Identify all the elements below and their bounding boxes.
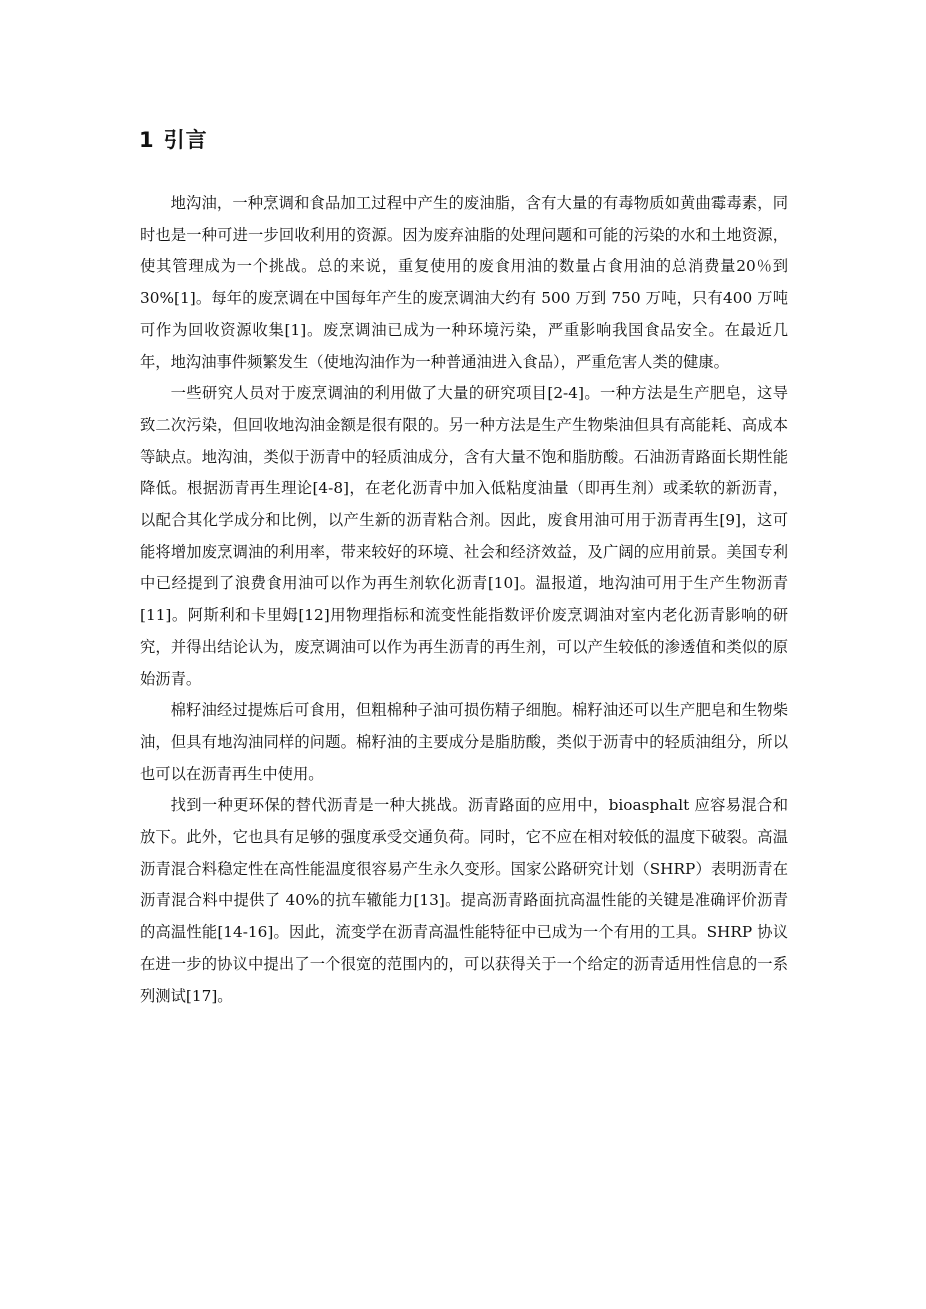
section-heading — [139, 124, 208, 154]
section-number: 1 — [139, 128, 155, 152]
paragraph-research-review: 一些研究人员对于废烹调油的利用做了大量的研究项目[2-4]。一种方法是生产肥皂，这导致二次污染，但回收地沟油金额是很有限的。另一种方法是生产生物柴油但具有高能耗、高成本等缺点。地沟油，类似于沥青中的轻质油成分，含有大量不饱和脂肪酸。石油沥青路面长期性能降低。根据沥青再生理论[4-8]，在老化沥青中加入低粘度油量（即再生剂）或柔软的新沥青，以配合其化学成分和比例，以产生新的沥青粘合剂。因此，废食用油可用于沥青再生[9]，这可能将增加废烹调油的利用率，带来较好的环境、社会和经济效益，及广阔的应用前景。美国专利中已经提到了浪费食用油可以作为再生剂软化沥青[10]。温报道，地沟油可用于生产生物沥青[11]。阿斯利和卡里姆[12]用物理指标和流变性能指数评价废烹调油对室内老化沥青影响的研究，并得出结论认为，废烹调油可以作为再生沥青的再生剂，可以产生较低的渗透值和类似的原始沥青。 — [140, 384, 788, 688]
paragraph-gutter-oil-intro: 地沟油，一种烹调和食品加工过程中产生的废油脂，含有大量的有毒物质如黄曲霉毒素，同时也是一种可进一步回收利用的资源。因为废弃油脂的处理问题和可能的污染的水和土地资源，使其管理成为一个挑战。总的来说，重复使用的废食用油的数量占食用油的总消费量20％到 30%[1]。每年的废烹调在中国每年产生的废烹调油大约有 500 万到 750 万吨，只有400 万吨可作为回收资源收集[1]。废烹调油已成为一种环境污染，严重影响我国食品安全。在最近几年，地沟油事件频繁发生（使地沟油作为一种普通油进入食品），严重危害人类的健康。 — [140, 194, 788, 371]
paragraph-high-temperature-performance: 找到一种更环保的替代沥青是一种大挑战。沥青路面的应用中，bioasphalt 应容易混合和放下。此外，它也具有足够的强度承受交通负荷。同时，它不应在相对较低的温度下破裂。高温沥青混合料稳定性在高性能温度很容易产生永久变形。国家公路研究计划（SHRP）表明沥青在沥青混合料中提供了 40%的抗车辙能力[13]。提高沥青路面抗高温性能的关键是准确评价沥青的高温性能[14-16]。因此，流变学在沥青高温性能特征中已成为一个有用的工具。SHRP 协议在进一步的协议中提出了一个很宽的范围内的，可以获得关于一个给定的沥青适用性信息的一系列测试[17]。 — [140, 796, 788, 1005]
paragraph-cottonseed-oil: 棉籽油经过提炼后可食用，但粗棉种子油可损伤精子细胞。棉籽油还可以生产肥皂和生物柴油，但具有地沟油同样的问题。棉籽油的主要成分是脂肪酸，类似于沥青中的轻质油组分，所以也可以在沥青再生中使用。 — [140, 701, 788, 783]
section-title: 引言 — [163, 128, 208, 152]
body-text — [140, 188, 788, 1012]
